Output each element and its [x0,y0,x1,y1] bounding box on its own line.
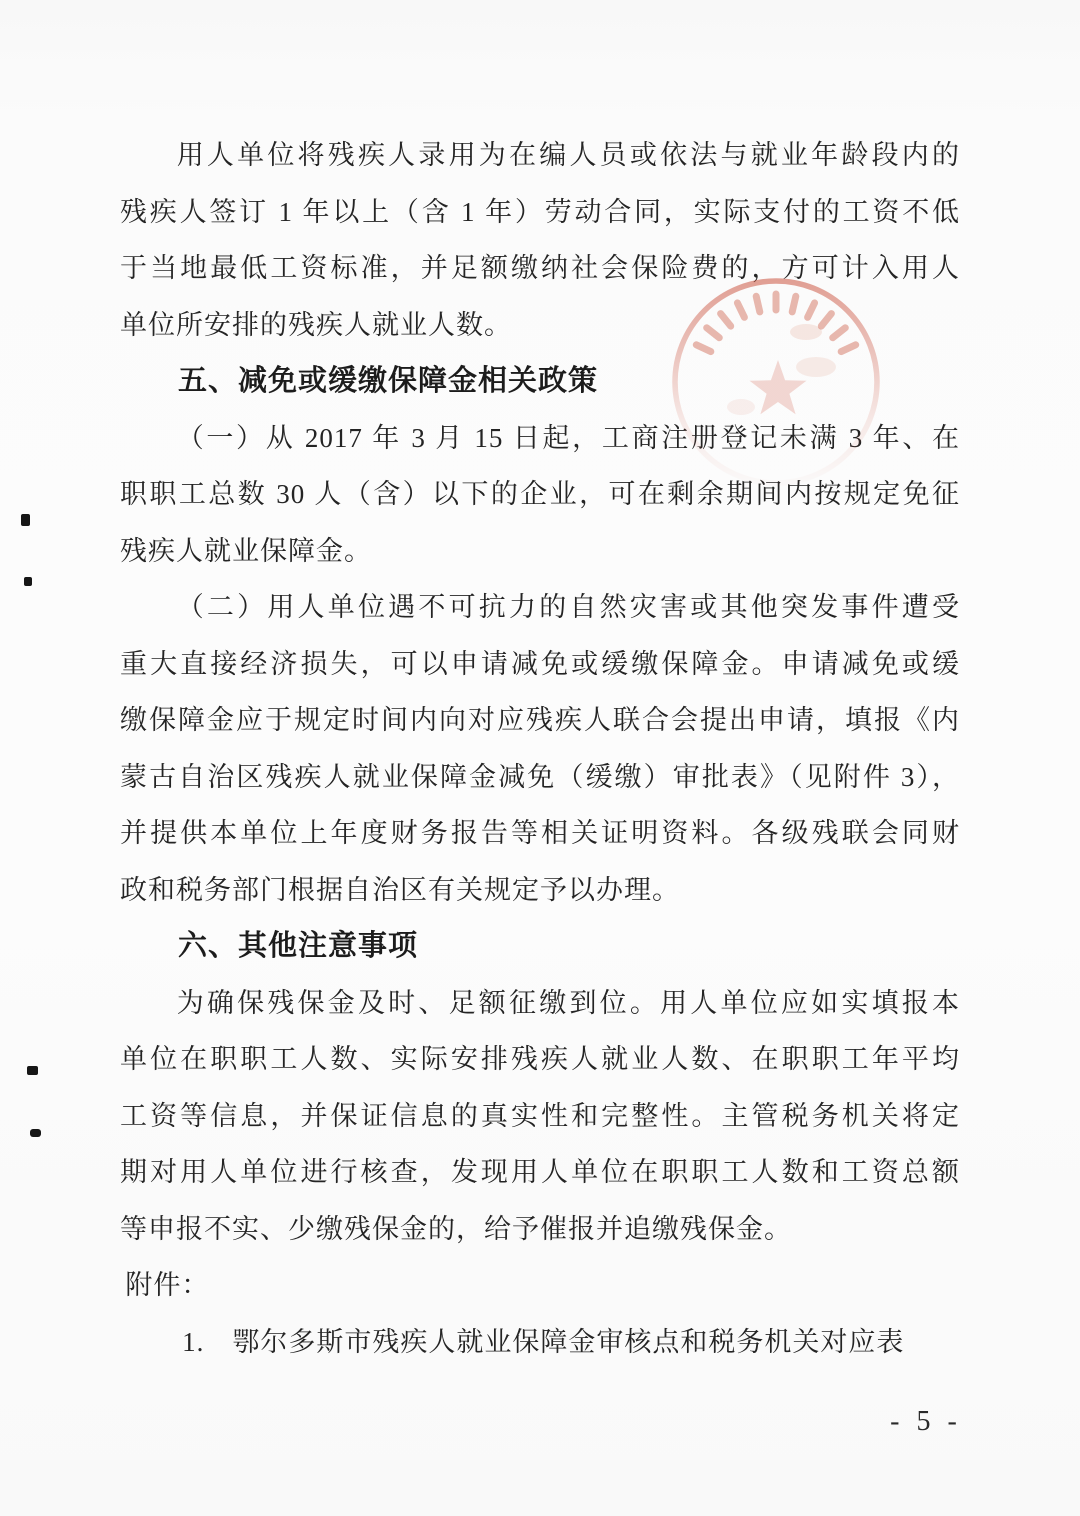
text-line: （一）从 2017 年 3 月 15 日起，工商注册登记未满 3 年、在 [176,422,960,453]
text-line: 单位在职职工人数、实际安排残疾人就业人数、在职职工年平均 [120,1044,960,1074]
text-line: 政和税务部门根据自治区有关规定予以办理。 [120,874,680,905]
text-line: 蒙古自治区残疾人就业保障金减免（缓缴）审批表》（见附件 3）， [120,761,960,792]
text-line: 残疾人签订 1 年以上（含 1 年）劳动合同，实际支付的工资不低 [120,196,960,227]
text-line: 1. 鄂尔多斯市残疾人就业保障金审核点和税务机关对应表 [182,1326,905,1357]
text-line: 缴保障金应于规定时间内向对应残疾人联合会提出申请，填报《内 [120,705,960,735]
ink-dot [30,1129,41,1137]
text-line: 等申报不实、少缴残保金的，给予催报并追缴残保金。 [120,1213,792,1244]
text-line: 附件： [125,1270,210,1300]
text-line: 于当地最低工资标准，并足额缴纳社会保险费的，方可计入用人 [120,253,960,283]
text-line: 用人单位将残疾人录用为在编人员或依法与就业年龄段内的 [176,140,960,170]
ink-dot [27,1066,38,1075]
text-line: 期对用人单位进行核查，发现用人单位在职职工人数和工资总额 [120,1157,960,1187]
ink-dot [24,577,32,586]
document-body [120,127,960,1370]
text-line: 并提供本单位上年度财务报告等相关证明资料。各级残联会同财 [120,818,960,848]
text-line: 为确保残保金及时、足额征缴到位。用人单位应如实填报本 [176,987,960,1018]
text-line: 残疾人就业保障金。 [120,535,372,566]
ink-dot [21,514,30,526]
text-line: 单位所安排的残疾人就业人数。 [120,309,512,340]
text-line: 重大直接经济损失，可以申请减免或缓缴保障金。申请减免或缓 [120,648,960,679]
text-line: 工资等信息，并保证信息的真实性和完整性。主管税务机关将定 [120,1100,960,1131]
page-number: - 5 - [890,1406,962,1437]
heading-line: 六、其他注意事项 [178,930,419,962]
text-line: （二）用人单位遇不可抗力的自然灾害或其他突发事件遭受 [176,592,960,622]
text-line: 职职工总数 30 人（含）以下的企业，可在剩余期间内按规定免征 [120,479,960,509]
heading-line: 五、减免或缓缴保障金相关政策 [178,365,599,397]
